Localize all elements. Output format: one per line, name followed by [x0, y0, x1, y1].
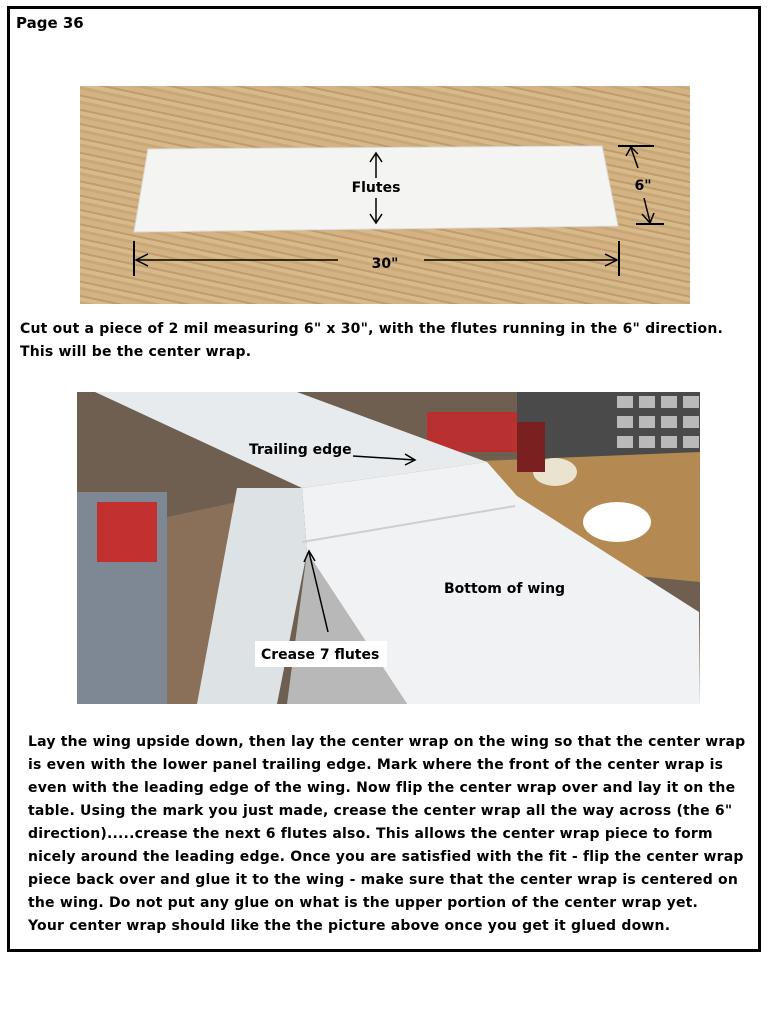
- caption-line: table. Using the mark you just made, crease the center wrap all the way across (the 6": [28, 803, 733, 819]
- center-wrap-photo: [80, 86, 690, 304]
- caption-line: Your center wrap should like the the picture above once you get it glued down.: [28, 918, 671, 934]
- trailing-edge-label: Trailing edge: [249, 442, 352, 458]
- caption-line: This will be the center wrap.: [20, 344, 252, 360]
- bottom-of-wing-label: Bottom of wing: [444, 581, 566, 597]
- length-label: 30": [371, 256, 399, 272]
- caption-line: Lay the wing upside down, then lay the center wrap on the wing so that the center wrap: [28, 734, 746, 750]
- wing-illustration: [77, 392, 700, 704]
- page-number: Page 36: [16, 14, 84, 32]
- caption-line: Cut out a piece of 2 mil measuring 6" x 30", with the flutes running in the 6" direction.: [20, 321, 723, 337]
- caption-assembly-instructions: [28, 731, 745, 938]
- caption-line: piece back over and glue it to the wing - make sure that the center wrap is centered on: [28, 872, 739, 888]
- caption-line: is even with the lower panel trailing edge. Mark where the front of the center wrap is: [28, 757, 724, 773]
- caption-line: direction).....crease the next 6 flutes also. This allows the center wrap piece to form: [28, 826, 713, 842]
- caption-cut-instructions: [20, 318, 723, 364]
- width-label: 6": [634, 178, 652, 194]
- flutes-label: Flutes: [351, 180, 401, 196]
- wing-photo: [77, 392, 700, 704]
- caption-line: even with the leading edge of the wing. Now flip the center wrap over and lay it on the: [28, 780, 736, 796]
- caption-line: the wing. Do not put any glue on what is the upper portion of the center wrap yet.: [28, 895, 699, 911]
- caption-line: nicely around the leading edge. Once you are satisfied with the fit - flip the center wrap: [28, 849, 744, 865]
- crease-label: Crease 7 flutes: [261, 647, 380, 663]
- center-wrap-illustration: [80, 86, 690, 304]
